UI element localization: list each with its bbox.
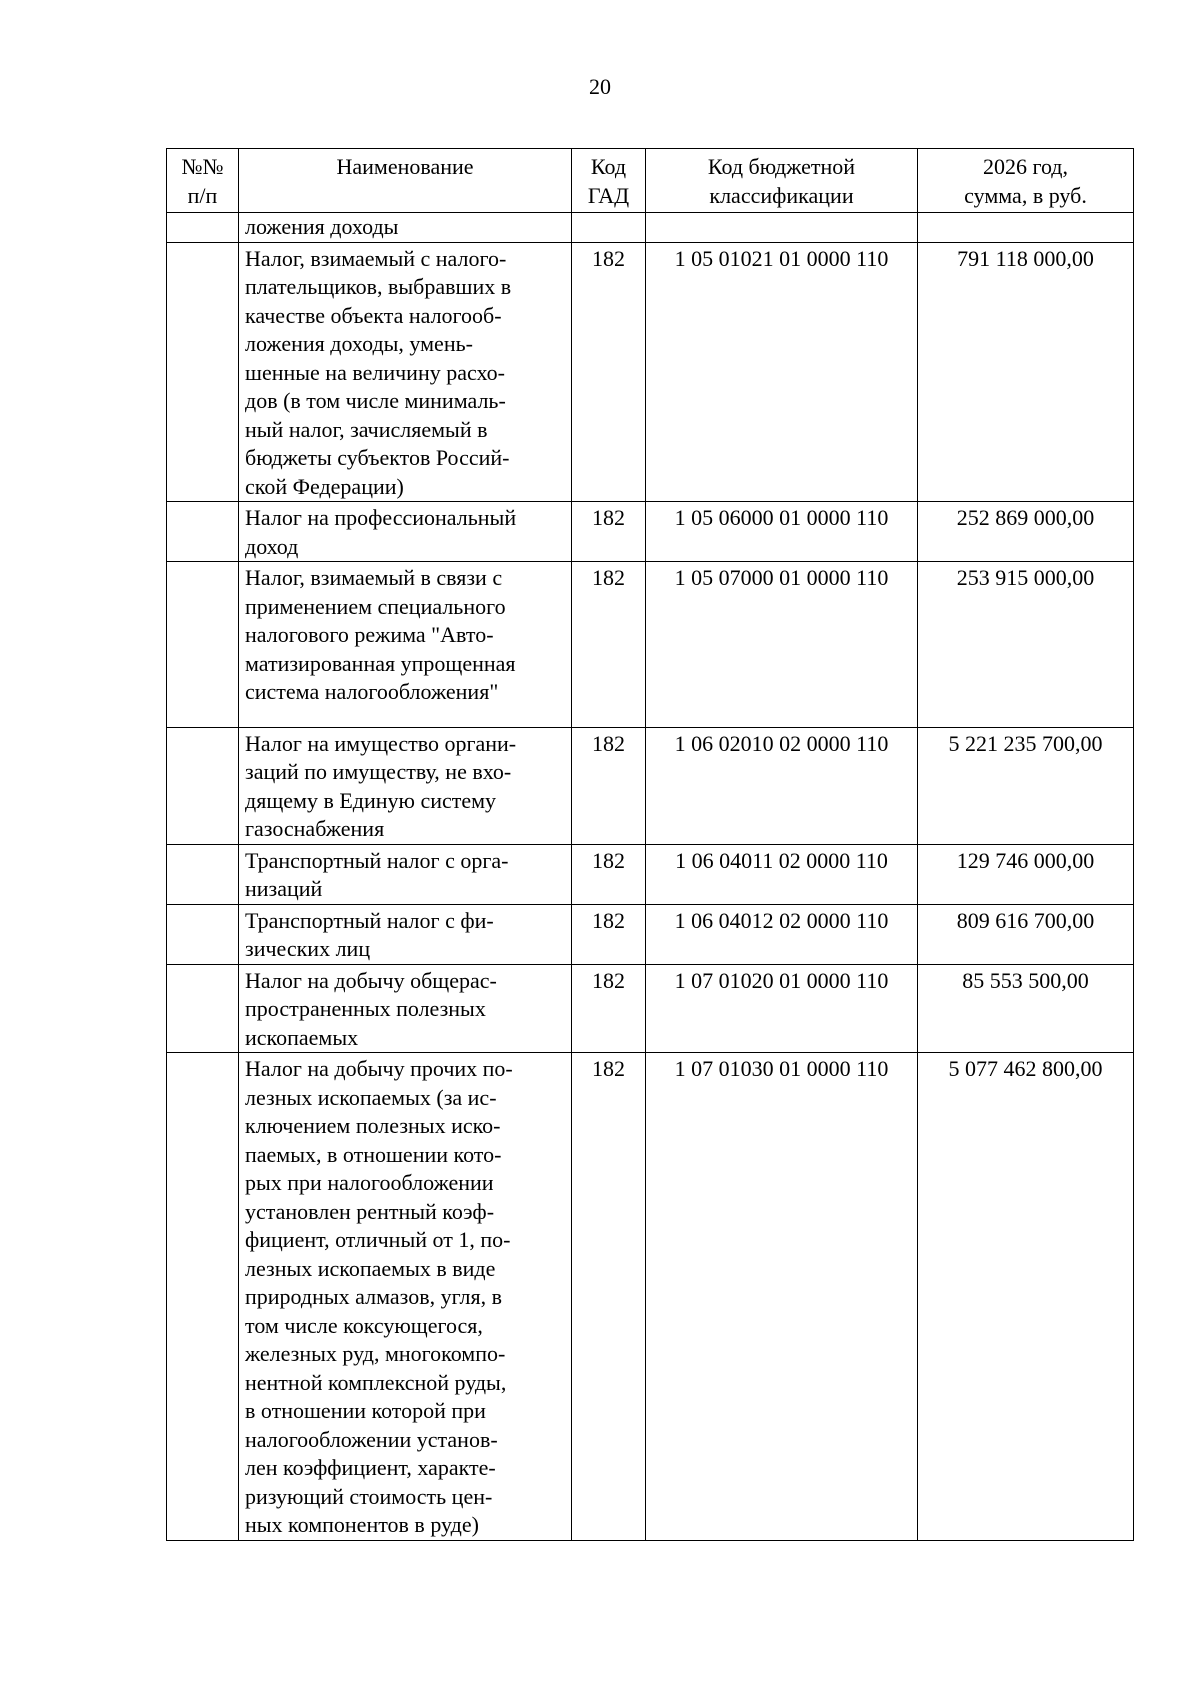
name-cell: Налог на имущество органи- заций по имуществу, не вхо- дящему в Единую систему газоснабжения bbox=[239, 727, 572, 844]
gad-code-cell: 182 bbox=[572, 964, 646, 1053]
kbk-cell bbox=[646, 213, 918, 243]
name-cell: Налог на профессиональный доход bbox=[239, 502, 572, 562]
header-amount-2026: 2026 год, сумма, в руб. bbox=[918, 149, 1134, 213]
name-cell: Налог на добычу общерас- пространенных полезных ископаемых bbox=[239, 964, 572, 1053]
row-number-cell bbox=[167, 502, 239, 562]
row-number-cell bbox=[167, 904, 239, 964]
table-row bbox=[167, 727, 1134, 844]
kbk-cell: 1 05 01021 01 0000 110 bbox=[646, 242, 918, 502]
table-header-row bbox=[167, 149, 1134, 213]
gad-code-cell bbox=[572, 213, 646, 243]
name-cell: Налог на добычу прочих по- лезных ископаемых (за ис- ключением полезных иско- паемых, в отношении кото- рых при налогообложении установлен рентный коэф- фициент, отличный от 1, по- лезных ископаемых в виде природных алмазов, угля, в том числе коксующегося, железных руд, многокомпо- нентной комплексной руды, в отношении которой при налогообложении установ- лен коэффициент, характе- ризующий стоимость цен- ных компонентов в руде) bbox=[239, 1053, 572, 1541]
amount-cell: 791 118 000,00 bbox=[918, 242, 1134, 502]
gad-code-cell: 182 bbox=[572, 502, 646, 562]
amount-cell: 129 746 000,00 bbox=[918, 844, 1134, 904]
row-number-cell bbox=[167, 844, 239, 904]
kbk-cell: 1 05 06000 01 0000 110 bbox=[646, 502, 918, 562]
amount-cell: 253 915 000,00 bbox=[918, 562, 1134, 728]
row-number-cell bbox=[167, 964, 239, 1053]
kbk-cell: 1 07 01020 01 0000 110 bbox=[646, 964, 918, 1053]
name-cell: Транспортный налог с фи- зических лиц bbox=[239, 904, 572, 964]
header-row-number: №№ п/п bbox=[167, 149, 239, 213]
kbk-cell: 1 06 04012 02 0000 110 bbox=[646, 904, 918, 964]
gad-code-cell: 182 bbox=[572, 727, 646, 844]
row-number-cell bbox=[167, 562, 239, 728]
kbk-cell: 1 06 02010 02 0000 110 bbox=[646, 727, 918, 844]
amount-cell bbox=[918, 213, 1134, 243]
table-row bbox=[167, 562, 1134, 728]
gad-code-cell: 182 bbox=[572, 1053, 646, 1541]
row-number-cell bbox=[167, 727, 239, 844]
name-cell: ложения доходы bbox=[239, 213, 572, 243]
amount-cell: 252 869 000,00 bbox=[918, 502, 1134, 562]
table-row bbox=[167, 502, 1134, 562]
kbk-cell: 1 07 01030 01 0000 110 bbox=[646, 1053, 918, 1541]
table-row bbox=[167, 213, 1134, 243]
amount-cell: 5 077 462 800,00 bbox=[918, 1053, 1134, 1541]
amount-cell: 5 221 235 700,00 bbox=[918, 727, 1134, 844]
row-number-cell bbox=[167, 1053, 239, 1541]
table-row bbox=[167, 242, 1134, 502]
amount-cell: 85 553 500,00 bbox=[918, 964, 1134, 1053]
name-cell: Налог, взимаемый в связи с применением специального налогового режима "Авто- матизированная упрощенная система налогообложения" bbox=[239, 562, 572, 728]
table-row bbox=[167, 964, 1134, 1053]
gad-code-cell: 182 bbox=[572, 904, 646, 964]
table-row bbox=[167, 844, 1134, 904]
name-cell: Транспортный налог с орга- низаций bbox=[239, 844, 572, 904]
gad-code-cell: 182 bbox=[572, 562, 646, 728]
budget-revenue-table bbox=[166, 148, 1134, 1541]
kbk-cell: 1 05 07000 01 0000 110 bbox=[646, 562, 918, 728]
row-number-cell bbox=[167, 242, 239, 502]
table-row bbox=[167, 1053, 1134, 1541]
page-number: 20 bbox=[589, 74, 611, 99]
name-cell: Налог, взимаемый с налого- плательщиков, выбравших в качестве объекта налогооб- ложения доходы, умень- шенные на величину расхо- дов (в том числе минималь- ный налог, зачисляемый в бюджеты субъектов Россий- ской Федерации) bbox=[239, 242, 572, 502]
header-gad-code: Код ГАД bbox=[572, 149, 646, 213]
row-number-cell bbox=[167, 213, 239, 243]
table-row bbox=[167, 904, 1134, 964]
amount-cell: 809 616 700,00 bbox=[918, 904, 1134, 964]
header-name: Наименование bbox=[239, 149, 572, 213]
header-budget-classification-code: Код бюджетной классификации bbox=[646, 149, 918, 213]
gad-code-cell: 182 bbox=[572, 242, 646, 502]
kbk-cell: 1 06 04011 02 0000 110 bbox=[646, 844, 918, 904]
gad-code-cell: 182 bbox=[572, 844, 646, 904]
